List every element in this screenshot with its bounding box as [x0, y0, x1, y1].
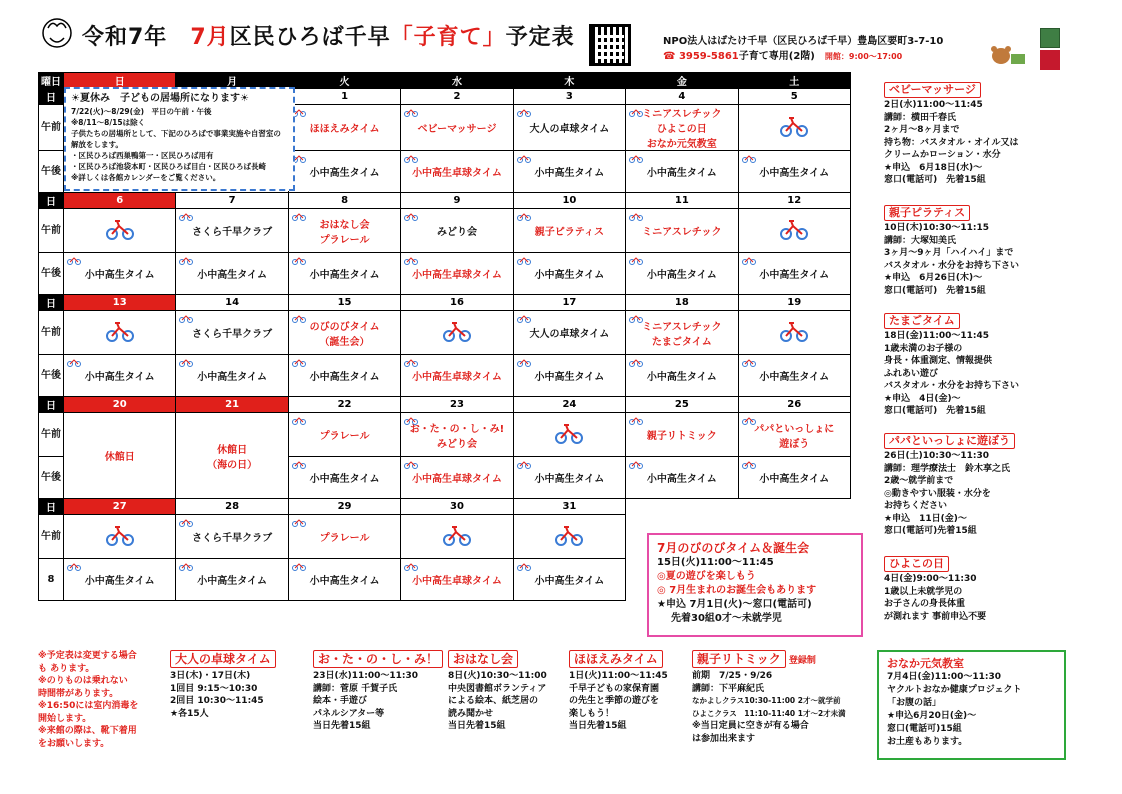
weekday-header: 曜日 [39, 73, 64, 89]
event-cell: 小中高生タイム [288, 355, 400, 397]
tricycle-icon [404, 153, 418, 163]
event-cell: ミニアスレチック ひよこの日 おなか元気教室 [626, 105, 738, 151]
side-info-block: 親子ピラティス 10日(木)10:30～11:15 講師：大塚知美氏 3ヶ月～9ヶ月「ハイハイ」まで バスタオル・水分をお持ち下さい ★申込 6月26日(木)～ 窓口(電話可) 先着15組 [884, 206, 1020, 296]
tricycle-icon [292, 211, 306, 221]
side-info-block: たまごタイム 18日(金)11:00～11:45 1歳未満のお子様の 身長・体重測定、情報提供 ふれあい遊び バスタオル・水分をお持ち下さい ★申込 4日(金)～ 窓口(電話可) 先着15組 [884, 314, 1020, 416]
tricycle-icon [629, 357, 643, 367]
event-cell: 小中高生卓球タイム [401, 253, 513, 295]
tricycle-icon [404, 211, 418, 221]
date-cell: 14 [176, 295, 288, 311]
tricycle-icon [404, 357, 418, 367]
date-cell: 3 [513, 89, 625, 105]
date-cell: 9 [401, 193, 513, 209]
date-cell: 7 [176, 193, 288, 209]
tricycle-icon [780, 320, 808, 342]
date-cell: 19 [738, 295, 850, 311]
event-cell [401, 311, 513, 355]
event-cell: みどり会 [401, 209, 513, 253]
event-cell: 小中高生卓球タイム [401, 151, 513, 193]
tricycle-icon [67, 357, 81, 367]
event-cell: 小中高生タイム [513, 457, 625, 499]
tricycle-icon [292, 255, 306, 265]
row-label: 午後 [39, 253, 64, 295]
tricycle-icon [404, 561, 418, 571]
event-cell: 小中高生タイム [738, 457, 850, 499]
event-cell: 小中高生卓球タイム [401, 559, 513, 601]
row-label: 日 [39, 89, 64, 105]
row-label: 日 [39, 499, 64, 515]
date-cell: 30 [401, 499, 513, 515]
event-cell: プラレール [288, 515, 400, 559]
date-cell: 6 [64, 193, 176, 209]
tricycle-icon [179, 357, 193, 367]
tricycle-icon [404, 459, 418, 469]
event-cell: さくら千早クラブ [176, 515, 288, 559]
side-info-block: パパといっしょに遊ぼう 26日(土)10:30～11:30 講師：理学療法士 鈴木享之氏 2歳～就学前まで ◎動きやすい服装・水分を お持ちください ★申込 11日(金)～ 窓口(電話可)先着15組 [884, 433, 1084, 538]
event-cell [513, 515, 625, 559]
date-cell: 31 [513, 499, 625, 515]
event-cell: 小中高生タイム [288, 457, 400, 499]
event-cell: 小中高生タイム [513, 355, 625, 397]
sdg-icon [1040, 50, 1060, 70]
event-cell [401, 515, 513, 559]
side-info-block: ひよこの日 4日(金)9:00～11:30 1歳以上未就学児の お子さんの身長体重 が測れます 事前申込不要 [884, 557, 987, 622]
bottom-info-block: お・た・の・し・み！ 23日(水)11:00～11:30 講師：菅原 千賀子氏 絵本・手遊び パネルシアター等 当日先着15組 [313, 650, 448, 733]
tricycle-icon [106, 524, 134, 546]
date-cell: 10 [513, 193, 625, 209]
tricycle-icon [179, 211, 193, 221]
tricycle-icon [629, 153, 643, 163]
tricycle-icon [629, 211, 643, 221]
tricycle-icon [67, 255, 81, 265]
tricycle-icon [742, 357, 756, 367]
tricycle-icon [179, 517, 193, 527]
event-cell: さくら千早クラブ [176, 209, 288, 253]
event-cell [64, 209, 176, 253]
date-cell: 17 [513, 295, 625, 311]
weekday-header: 火 [288, 73, 400, 89]
weekday-header: 月 [176, 73, 288, 89]
date-cell: 27 [64, 499, 176, 515]
event-cell: 小中高生タイム [288, 559, 400, 601]
event-cell: 休館日 （海の日） [176, 413, 288, 499]
event-cell: プラレール [288, 413, 400, 457]
tricycle-icon [517, 255, 531, 265]
event-cell: 小中高生タイム [176, 253, 288, 295]
tricycle-icon [629, 459, 643, 469]
event-cell: のびのびタイム （誕生会） [288, 311, 400, 355]
event-cell [64, 311, 176, 355]
row-label: 日 [39, 397, 64, 413]
tricycle-icon [179, 561, 193, 571]
event-cell: 小中高生タイム [513, 151, 625, 193]
tricycle-icon [629, 255, 643, 265]
bottom-info-block: ほほえみタイム 1日(火)11:00～11:45 千早子どもの家保育園 の先生と季節の遊びを 楽しもう！ 当日先着15組 [569, 652, 668, 731]
event-cell: 休館日 [64, 413, 176, 499]
event-cell: 小中高生タイム [176, 559, 288, 601]
tricycle-icon [443, 524, 471, 546]
event-cell: 小中高生タイム [513, 559, 625, 601]
tricycle-icon [517, 211, 531, 221]
summer-notice: ☀夏休み 子どもの居場所になります☀ 7/22(火)～8/29(金) 平日の午前・午後 ※8/11～8/15は除く 子供たちの居場所として、下記のひろばで事業実施や自習室の解放をします。 ・区民ひろば西巣鴨第一・区民ひろば用有 ・区民ひろば池袋本町・区民ひろば目白・区民ひろば長崎 ※詳しくは各館カレンダーをご覧ください。 [64, 87, 295, 191]
event-cell: 小中高生タイム [738, 151, 850, 193]
event-cell: 大人の卓球タイム [513, 311, 625, 355]
tricycle-icon [555, 422, 583, 444]
tricycle-icon [742, 255, 756, 265]
event-cell: 小中高生卓球タイム [401, 355, 513, 397]
event-cell: ミニアスレチック [626, 209, 738, 253]
row-label: 午後 [39, 457, 64, 499]
event-cell: 小中高生タイム [513, 253, 625, 295]
tricycle-icon [629, 415, 643, 425]
event-cell: 大人の卓球タイム [513, 105, 625, 151]
row-label: 午前 [39, 413, 64, 457]
tricycle-icon [106, 320, 134, 342]
date-cell: 12 [738, 193, 850, 209]
row-label: 日 [39, 295, 64, 311]
date-cell: 26 [738, 397, 850, 413]
date-cell: 11 [626, 193, 738, 209]
event-cell: 小中高生タイム [626, 355, 738, 397]
tricycle-icon [106, 218, 134, 240]
event-cell: ベビーマッサージ [401, 105, 513, 151]
bottom-info-block: おはなし会 8日(火)10:30～11:00 中央図書館ボランティア による絵本、紙芝居の 読み聞かせ 当日先着15組 [448, 652, 547, 731]
tricycle-icon [555, 524, 583, 546]
event-cell: 親子リトミック [626, 413, 738, 457]
row-label: 午前 [39, 311, 64, 355]
tricycle-icon [629, 313, 643, 323]
event-cell: 小中高生タイム [64, 559, 176, 601]
date-cell: 13 [64, 295, 176, 311]
date-cell: 8 [288, 193, 400, 209]
tricycle-icon [292, 517, 306, 527]
event-cell: パパといっしょに 遊ぼう [738, 413, 850, 457]
tricycle-icon [404, 415, 418, 425]
event-cell: おはなし会 プラレール [288, 209, 400, 253]
tricycle-icon [742, 459, 756, 469]
org-info: NPO法人はばたけ千早（区民ひろば千早）豊島区要町3-7-10 ☎ 3959-5861子育て専用(2階) 開館：9:00～17:00 [663, 36, 944, 62]
bottom-info-block: 大人の卓球タイム 3日(木)・17日(木) 1回目 9:15～10:30 2回目 10:30～11:45 ★各15人 [170, 650, 305, 720]
weekday-header: 水 [401, 73, 513, 89]
bear-icon [987, 44, 1027, 66]
tricycle-icon [292, 313, 306, 323]
date-cell: 2 [401, 89, 513, 105]
date-cell: 22 [288, 397, 400, 413]
bottom-info-block: 親子リトミック 登録制 前期 7/25・9/26 講師：下平麻紀氏 なかよしクラス10:30-11:00 2才～就学前 ひよこクラス 11:10-11:40 1才～2才未満 ※当日定員に空きが有る場合 は参加出来ます [692, 652, 846, 744]
tricycle-icon [780, 115, 808, 137]
date-cell: 15 [288, 295, 400, 311]
row-label: 8 [39, 559, 64, 601]
event-cell: 小中高生タイム [176, 355, 288, 397]
weekday-header: 土 [738, 73, 850, 89]
tricycle-icon [443, 320, 471, 342]
tricycle-icon [517, 153, 531, 163]
tricycle-icon [517, 313, 531, 323]
tricycle-icon [179, 255, 193, 265]
event-cell [738, 209, 850, 253]
tricycle-icon [67, 561, 81, 571]
side-info-block: ベビーマッサージ 2日(水)11:00～11:45 講師：横田千春氏 2ヶ月～8ヶ月まで 持ち物：バスタオル・オイル又は クリームかローション・水分 ★申込 6月18日(水)～ 窓口(電話可) 先着15組 [884, 83, 1019, 185]
event-cell [513, 413, 625, 457]
event-cell [738, 105, 850, 151]
tricycle-icon [517, 107, 531, 117]
tricycle-icon [404, 107, 418, 117]
sdg-icon [1040, 28, 1060, 48]
tricycle-icon [517, 561, 531, 571]
event-cell: ほほえみタイム [288, 105, 400, 151]
event-cell [64, 515, 176, 559]
tricycle-icon [780, 218, 808, 240]
row-label: 午後 [39, 151, 64, 193]
row-label: 午前 [39, 209, 64, 253]
event-cell: 小中高生タイム [738, 355, 850, 397]
tricycle-icon [292, 357, 306, 367]
date-cell: 16 [401, 295, 513, 311]
date-cell: 4 [626, 89, 738, 105]
date-cell: 25 [626, 397, 738, 413]
smile-logo-icon [40, 16, 74, 50]
page-title: 令和7年 7月区民ひろば千早「子育て」予定表 [82, 25, 575, 50]
tricycle-icon [292, 459, 306, 469]
bottom-notes: ※予定表は変更する場合 も あります。 ※のりものは乗れない 時間帯があります。 ※16:50には室内消毒を 開始します。 ※来館の際は、靴下着用 をお願いします。 [38, 651, 139, 749]
date-cell: 5 [738, 89, 850, 105]
weekday-header: 日 [64, 73, 176, 89]
qr-code-icon [589, 24, 631, 66]
event-cell: 親子ピラティス [513, 209, 625, 253]
date-cell: 20 [64, 397, 176, 413]
event-cell: 小中高生タイム [288, 253, 400, 295]
date-cell: 1 [288, 89, 400, 105]
date-cell: 23 [401, 397, 513, 413]
event-cell: 小中高生タイム [738, 253, 850, 295]
event-cell [738, 311, 850, 355]
event-cell: さくら千早クラブ [176, 311, 288, 355]
row-label: 午後 [39, 355, 64, 397]
row-label: 午前 [39, 515, 64, 559]
tricycle-icon [292, 561, 306, 571]
event-cell: 小中高生タイム [626, 253, 738, 295]
event-cell: ミニアスレチック たまごタイム [626, 311, 738, 355]
onaka-box: おなか元気教室 7月4日(金)11:00～11:30 ヤクルトおなか健康プロジェクト 「お腹の話」 ★申込6月20日(金)～ 窓口(電話可)15組 お土産もあります。 [877, 650, 1066, 760]
weekday-header: 金 [626, 73, 738, 89]
date-cell: 29 [288, 499, 400, 515]
row-label: 日 [39, 193, 64, 209]
tricycle-icon [629, 107, 643, 117]
tricycle-icon [292, 415, 306, 425]
event-cell: 小中高生タイム [64, 355, 176, 397]
tricycle-icon [404, 255, 418, 265]
tricycle-icon [517, 459, 531, 469]
event-cell: 小中高生タイム [64, 253, 176, 295]
event-cell: お・た・の・し・み! みどり会 [401, 413, 513, 457]
event-cell: 小中高生タイム [626, 457, 738, 499]
date-cell: 18 [626, 295, 738, 311]
tricycle-icon [179, 313, 193, 323]
weekday-header: 木 [513, 73, 625, 89]
tricycle-icon [742, 153, 756, 163]
tricycle-icon [742, 415, 756, 425]
event-cell: 小中高生タイム [288, 151, 400, 193]
row-label: 午前 [39, 105, 64, 151]
event-cell: 小中高生卓球タイム [401, 457, 513, 499]
event-cell: 小中高生タイム [626, 151, 738, 193]
birthday-box: 7月のびのびタイム＆誕生会 15日(火)11:00～11:45 ◎夏の遊びを楽しもう ◎ 7月生まれのお誕生会もあります ★申込 7月1日(火)～窓口(電話可) 先着30組0才～未就学児 [647, 533, 863, 637]
date-cell: 24 [513, 397, 625, 413]
date-cell: 28 [176, 499, 288, 515]
date-cell: 21 [176, 397, 288, 413]
tricycle-icon [517, 357, 531, 367]
